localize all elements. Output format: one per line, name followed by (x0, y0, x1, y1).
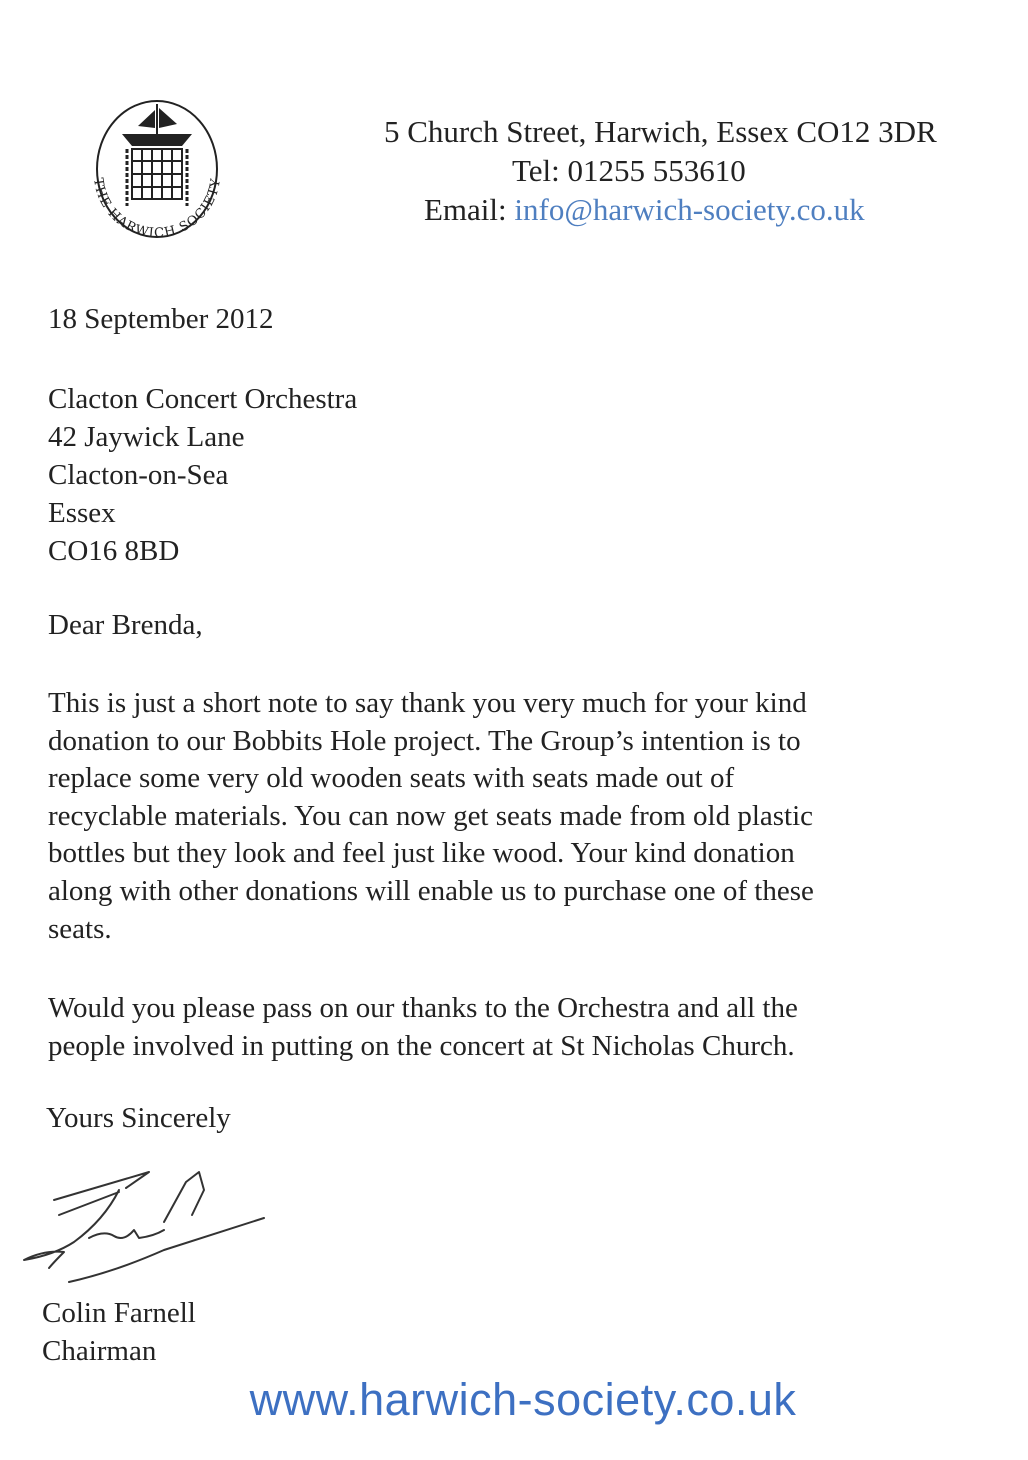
signer-block (42, 1294, 196, 1370)
recipient-line: Essex (48, 497, 116, 529)
body-line: bottles but they look and feel just like wood. Your kind donation (48, 837, 795, 870)
body-paragraph-1 (48, 685, 968, 948)
closing: Yours Sincerely (46, 1102, 231, 1134)
society-telephone: Tel: 01255 553610 (512, 153, 746, 188)
recipient-line: Clacton Concert Orchestra (48, 383, 358, 415)
salutation: Dear Brenda, (48, 609, 203, 641)
recipient-address (48, 380, 357, 570)
signer-title: Chairman (42, 1335, 157, 1367)
society-email-line (340, 190, 1000, 229)
body-line: people involved in putting on the concert at St Nicholas Church. (48, 1029, 795, 1062)
letter-date: 18 September 2012 (48, 303, 274, 335)
body-line: donation to our Bobbits Hole project. The Group’s intention is to (48, 724, 801, 757)
body-line: replace some very old wooden seats with seats made out of (48, 762, 735, 795)
recipient-line: CO16 8BD (48, 535, 180, 567)
signer-name: Colin Farnell (42, 1297, 196, 1329)
body-line: seats. (48, 912, 112, 945)
handwritten-signature (14, 1160, 274, 1290)
letterhead (340, 112, 1000, 229)
society-address: 5 Church Street, Harwich, Essex CO12 3DR (384, 114, 937, 149)
recipient-line: Clacton-on-Sea (48, 459, 229, 491)
body-line: Would you please pass on our thanks to the Orchestra and all the (48, 992, 798, 1024)
email-label: Email: (424, 192, 515, 227)
body-line: recyclable materials. You can now get seats made from old plastic (48, 799, 814, 832)
recipient-line: 42 Jaywick Lane (48, 421, 245, 453)
footer-website-link[interactable]: www.harwich-society.co.uk (249, 1374, 797, 1425)
body-paragraph-2 (48, 990, 968, 1065)
email-link[interactable]: info@harwich-society.co.uk (514, 192, 865, 227)
body-line: This is just a short note to say thank you very much for your kind (48, 687, 807, 719)
harwich-society-logo (82, 94, 232, 244)
svg-text:THE HARWICH SOCIETY: THE HARWICH SOCIETY (90, 176, 224, 242)
body-line: along with other donations will enable us to purchase one of these (48, 874, 814, 907)
